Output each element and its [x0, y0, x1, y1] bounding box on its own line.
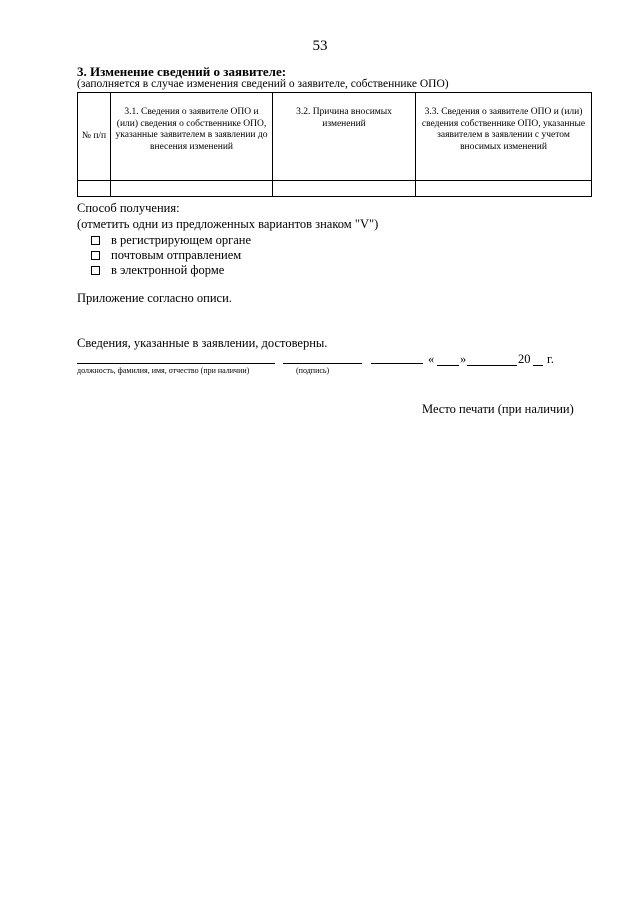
date-month-line[interactable] — [467, 365, 517, 366]
appendix-note: Приложение согласно описи. — [77, 291, 232, 305]
changes-table — [77, 92, 592, 197]
checkbox-icon[interactable] — [91, 236, 100, 245]
stamp-place: Место печати (при наличии) — [422, 402, 574, 416]
page-number: 53 — [312, 38, 328, 54]
cell-reason[interactable] — [273, 181, 416, 197]
header-before-changes: 3.1. Сведения о заявителе ОПО и (или) сведения о собственнике ОПО, указанные заявителем в заявлении до внесения изменений — [111, 93, 273, 181]
table-row — [78, 181, 592, 197]
date-close-quote: » — [460, 352, 467, 366]
header-reason: 3.2. Причина вносимых изменений — [273, 93, 416, 181]
cell-number[interactable] — [78, 181, 111, 197]
receive-method — [77, 200, 378, 232]
date-open-quote: « — [428, 352, 435, 366]
position-name-line[interactable] — [77, 363, 275, 364]
date-day-line[interactable] — [437, 365, 459, 366]
signature-decoding-line[interactable] — [371, 363, 423, 364]
receive-title: Способ получения: — [77, 201, 180, 215]
option-label: в электронной форме — [111, 263, 225, 277]
signature-line[interactable] — [283, 363, 362, 364]
signature-caption: (подпись) — [296, 366, 330, 375]
date-year-line[interactable] — [533, 365, 543, 366]
receive-instruction: (отметить одни из предложенных вариантов знаком "V") — [77, 217, 379, 231]
section-title: 3. Изменение сведений о заявителе: — [77, 64, 287, 79]
checkbox-icon[interactable] — [91, 251, 100, 260]
option-registering-body[interactable] — [91, 233, 251, 248]
option-postal[interactable] — [91, 248, 241, 263]
option-label: в регистрирующем органе — [111, 233, 252, 247]
confirmation-statement: Сведения, указанные в заявлении, достоверны. — [77, 336, 328, 350]
section-subtitle: (заполняется в случае изменения сведений о заявителе, собственнике ОПО) — [77, 78, 449, 90]
option-electronic[interactable] — [91, 263, 224, 278]
option-label: почтовым отправлением — [111, 248, 242, 262]
table-header-row — [78, 93, 592, 181]
cell-before-changes[interactable] — [111, 181, 273, 197]
header-number: № п/п — [78, 93, 111, 181]
header-after-changes: 3.3. Сведения о заявителе ОПО и (или) сведения собственнике ОПО, указанные заявителем в заявлении с учетом вносимых изменений — [416, 93, 592, 181]
position-caption: должность, фамилия, имя, отчество (при наличии) — [77, 366, 250, 375]
date-year-suffix: г. — [547, 352, 554, 366]
date-year-prefix: 20 — [518, 352, 531, 366]
checkbox-icon[interactable] — [91, 266, 100, 275]
cell-after-changes[interactable] — [416, 181, 592, 197]
